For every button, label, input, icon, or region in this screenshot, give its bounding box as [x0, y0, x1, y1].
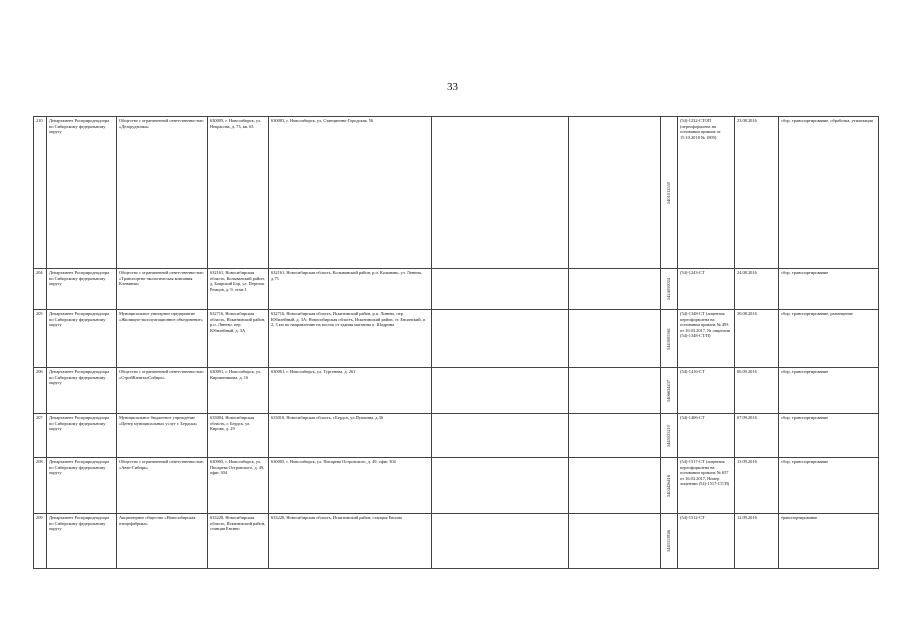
inn: 5443113846 [666, 530, 672, 552]
activity-address: 630061, г. Новосибирск, ул. Тургенева, д. 261 [269, 368, 432, 414]
license-date: 06.09.2016 [735, 368, 779, 414]
empty-cell [569, 514, 661, 569]
empty-cell [432, 368, 569, 414]
license-number: (54)-1517-СТ (лицензия переоформлена на основании приказа № 657 от 16.03.2017, Номер лицензии (54)-1517-СТ/П) [678, 458, 735, 514]
license-date: 07.09.2016 [735, 414, 779, 458]
activity-types: сбор, транспортирование [779, 368, 879, 414]
table-row [34, 269, 879, 310]
license-number: (54)-1348-СТ (лицензия переоформлена на основании приказа № 493 от 16.03.2017, № лицензии (54)-1348-СТ/П) [678, 310, 735, 368]
empty-cell [432, 310, 569, 368]
license-date: 24.08.2016 [735, 269, 779, 310]
activity-address: 632161, Новосибирская область, Колыванский район, р.п. Колывань, ул. Ленина, д.75 [269, 269, 432, 310]
licensing-authority: Департамент Росприроднадзора по Сибирскому федеральному округу [47, 269, 117, 310]
inn: 5404426416 [666, 474, 672, 497]
legal-address: 630005, г. Новосибирск, ул. Писарева Островского, д. 49, офис 304 [208, 458, 269, 514]
license-number: (54)-1232-СТОП (переоформлена на основании приказа от 15.10.2018 № 1805) [678, 117, 735, 269]
organization-name: Муниципальное унитарное предприятие «Жилищно-эксплуатационное объединение» [117, 310, 208, 368]
inn-cell [661, 368, 678, 414]
row-number: 208 [34, 458, 47, 514]
license-registry-table [33, 116, 879, 569]
table-row [34, 117, 879, 269]
row-number: 210 [34, 117, 47, 269]
inn-cell [661, 269, 678, 310]
activity-types: сбор, транспортирование [779, 458, 879, 514]
organization-name: Муниципальное бюджетное учреждение «Центр муниципальных услуг г. Бердска» [117, 414, 208, 458]
table-row [34, 414, 879, 458]
inn-cell [661, 414, 678, 458]
table-row [34, 458, 879, 514]
activity-address: 630005, г. Новосибирск, ул. Писарева Островского, д. 49, офис 304 [269, 458, 432, 514]
table-row [34, 310, 879, 368]
inn-cell [661, 458, 678, 514]
organization-name: Общество с ограниченной ответственностью «Дезорудзичка» [117, 117, 208, 269]
legal-address: 630091, г. Новосибирск, ул. Кирпичникова, д. 16 [208, 368, 269, 414]
empty-cell [432, 117, 569, 269]
empty-cell [432, 514, 569, 569]
license-number: (54)-1512-СТ [678, 514, 735, 569]
legal-address: 633004, Новосибирская область, г. Бердск, ул. Кирова, д. 29 [208, 414, 269, 458]
legal-address: 630005, г. Новосибирск, ул. Некрасова, д. 73, кв. 63 [208, 117, 269, 269]
inn-cell [661, 514, 678, 569]
legal-address: 632716, Новосибирская область, Искитимский район, р.п. Линево, пер. Юбилейный, д. 3А [208, 310, 269, 368]
organization-name: Общество с ограниченной ответственностью «Транспортно-экологическая компания Клевания» [117, 269, 208, 310]
empty-cell [569, 117, 661, 269]
inn: 5443005361 [666, 327, 672, 350]
inn-cell [661, 117, 678, 269]
license-date: 12.09.2016 [735, 514, 779, 569]
license-number: (54)-1416-СТ [678, 368, 735, 414]
inn: 5406634437 [666, 379, 672, 402]
organization-name: Акционерное общество «Новосибирская птицефабрика» [117, 514, 208, 569]
licensing-authority: Департамент Росприроднадзора по Сибирскому федеральному округу [47, 310, 117, 368]
activity-types: транспортирование [779, 514, 879, 569]
empty-cell [569, 368, 661, 414]
licensing-authority: Департамент Росприроднадзора по Сибирскому федеральному округу [47, 414, 117, 458]
licensing-authority: Департамент Росприроднадзора по Сибирскому федеральному округу [47, 514, 117, 569]
empty-cell [432, 269, 569, 310]
table-row [34, 514, 879, 569]
activity-types: сбор, транспортирование, обработка, утилизация [779, 117, 879, 269]
activity-types: сбор, транспортирование, размещение [779, 310, 879, 368]
empty-cell [432, 458, 569, 514]
activity-types: сбор, транспортирование [779, 269, 879, 310]
organization-name: Общество с ограниченной ответственностью «СтройКапиталСибирь» [117, 368, 208, 414]
empty-cell [569, 414, 661, 458]
license-date: 30.08.2016 [735, 310, 779, 368]
table-row [34, 368, 879, 414]
licensing-authority: Департамент Росприроднадзора по Сибирскому федеральному округу [47, 458, 117, 514]
license-number: (54)-1243-СТ [678, 269, 735, 310]
inn-cell [661, 310, 678, 368]
license-number: (54)-1406-СТ [678, 414, 735, 458]
license-date: 13.09.2016 [735, 458, 779, 514]
activity-address: 630083, г. Новосибирск, ул. Станционно-Городская, 56 [269, 117, 432, 269]
page-number: 33 [447, 81, 458, 93]
licensing-authority: Департамент Росприроднадзора по Сибирскому федеральному округу [47, 368, 117, 414]
license-date: 23.08.2016 [735, 117, 779, 269]
activity-types: сбор, транспортирование [779, 414, 879, 458]
row-number: 204 [34, 269, 47, 310]
activity-address: 633228, Новосибирская область, Искитимский район, станция Евсино [269, 514, 432, 569]
inn: 5445025210 [666, 424, 672, 447]
legal-address: 633228, Новосибирская область, Искитимский район, станция Евсино [208, 514, 269, 569]
legal-address: 632161, Новосибирская область, Колыванский район, д. Боярский Бор, ул. Перелок Ремцов, д. 9, этаж 1 [208, 269, 269, 310]
empty-cell [432, 414, 569, 458]
inn: 5424050024 [666, 278, 672, 300]
activity-address: 633010, Новосибирская область, г.Бердск, ул.Пушкина, д.36 [269, 414, 432, 458]
licensing-authority: Департамент Росприроднадзора по Сибирскому федеральному округу [47, 117, 117, 269]
row-number: 207 [34, 414, 47, 458]
activity-address: 632716, Новосибирская область, Искитимский район, р.п. Линево, пер. Юбилейный, д. 3А; Новосибирская область, Искитимский район, ст. Евсинский, п 2, 3 км по направлению на восток от здания магазина п. Шадрина [269, 310, 432, 368]
row-number: 206 [34, 368, 47, 414]
row-number: 205 [34, 310, 47, 368]
empty-cell [569, 458, 661, 514]
inn: 5401012550 [666, 181, 672, 204]
empty-cell [569, 269, 661, 310]
row-number: 209 [34, 514, 47, 569]
empty-cell [569, 310, 661, 368]
organization-name: Общество с ограниченной ответственностью «Авто-Сибирь» [117, 458, 208, 514]
